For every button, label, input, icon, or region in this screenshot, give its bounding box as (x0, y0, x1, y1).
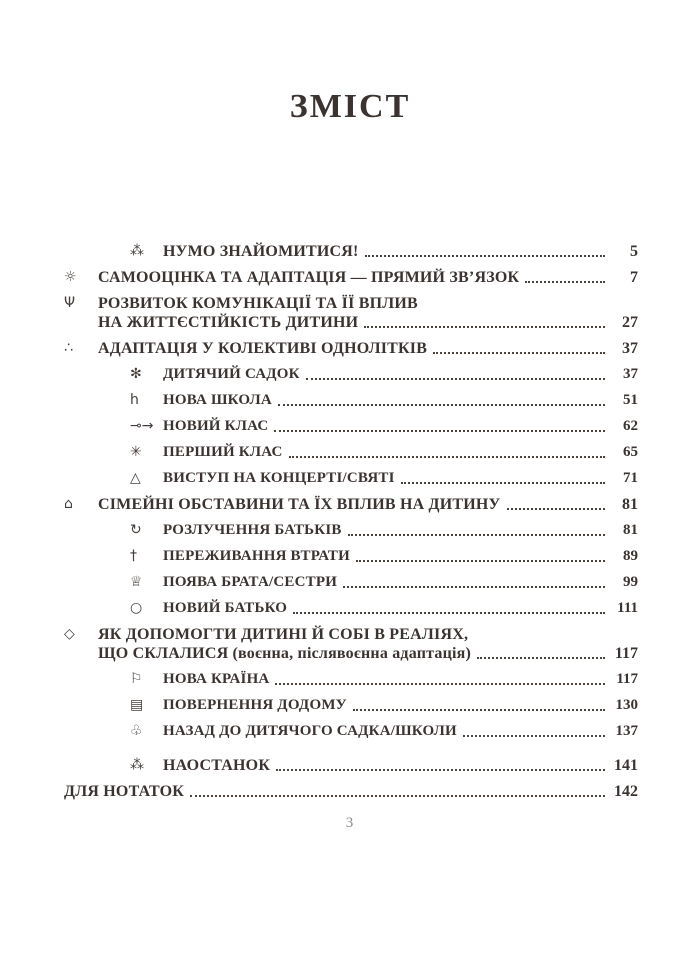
toc-entry (64, 294, 638, 332)
dot-leader (278, 404, 605, 406)
flag-icon: ⚐ (130, 671, 143, 687)
toc-entry (64, 495, 638, 514)
toc-entry-label: НОВИЙ КЛАС (163, 418, 269, 434)
toc-entry-label: ПЕРЕЖИВАННЯ ВТРАТИ (163, 548, 350, 564)
toc-entry (130, 573, 638, 592)
toc-entry-page-number: 71 (623, 470, 638, 486)
broken-ring-icon: ↻ (130, 522, 142, 538)
toc-entry-label: ПОЯВА БРАТА/СЕСТРИ (163, 574, 338, 590)
leaf-icon: ♧ (130, 723, 143, 739)
toc-entry-label: ДИТЯЧИЙ САДОК (163, 366, 300, 382)
toc-entry (130, 521, 638, 540)
dot-leader (289, 456, 605, 458)
toc-entry-label: ЩО СКЛАЛИСЯ (воєнна, післявоєнна адаптація) (98, 645, 472, 662)
entry-text-block (163, 391, 638, 410)
toc-entry-page-number: 62 (623, 418, 638, 434)
toc-entry-page-number: 117 (614, 645, 638, 662)
toc-entry-page-number: 81 (622, 496, 638, 513)
dot-leader (507, 508, 605, 510)
toc-entry-label: НАЗАД ДО ДИТЯЧОГО САДКА/ШКОЛИ (163, 723, 457, 739)
sunrise-icon: ☼ (64, 269, 77, 285)
toc-entry-page-number: 37 (622, 340, 638, 357)
dot-leader (276, 769, 605, 771)
entry-text-block (98, 625, 638, 663)
arrow-through-circle-icon: ⊸→ (130, 418, 154, 434)
house-icon: ⌂ (64, 496, 73, 512)
toc-entry (130, 722, 638, 741)
triangle-flag-icon: △ (130, 470, 141, 486)
toc-entry-label: ДЛЯ НОТАТОК (64, 783, 185, 800)
dot-leader (364, 326, 605, 328)
dot-leader (433, 352, 605, 354)
toc-entry (64, 782, 638, 801)
dot-leader (306, 378, 605, 380)
entry-text-block (163, 521, 638, 540)
toc-entry-page-number: 7 (630, 269, 638, 286)
dot-leader (525, 281, 605, 283)
toc-entry-label: ВИСТУП НА КОНЦЕРТІ/СВЯТІ (163, 470, 395, 486)
dot-leader (190, 795, 605, 797)
entry-text-block (163, 365, 638, 384)
toc-entry (64, 625, 638, 663)
toc-entry-page-number: 27 (622, 314, 638, 331)
diamond-kite-icon: ◇ (64, 626, 75, 642)
toc-entry (130, 443, 638, 462)
toc-entry-page-number: 81 (623, 522, 638, 538)
toc-entry-page-number: 141 (614, 757, 638, 774)
toc-entry-label: НА ЖИТТЄСТІЙКІСТЬ ДИТИНИ (98, 314, 359, 331)
dot-leader (353, 709, 605, 711)
entry-text-block (163, 670, 638, 689)
dots-cluster-icon: ∴ (64, 340, 73, 356)
toc-entry-label: СІМЕЙНІ ОБСТАВИНИ ТА ЇХ ВПЛИВ НА ДИТИНУ (98, 496, 501, 513)
dot-leader (293, 612, 605, 614)
entry-text-block (163, 599, 638, 618)
toc-entry-page-number: 89 (623, 548, 638, 564)
toc-entry-label: НУМО ЗНАЙОМИТИСЯ! (163, 243, 359, 260)
ring-icon: ○ (130, 600, 143, 616)
toc-entry (130, 547, 638, 566)
entry-text-block (98, 495, 638, 514)
pinwheel-icon: ✻ (130, 366, 142, 382)
toc-entry-label: ПЕРШИЙ КЛАС (163, 444, 283, 460)
toc-entry-label: НОВА КРАЇНА (163, 671, 270, 687)
toc-entry (130, 391, 638, 410)
toc-entry-page-number: 137 (615, 723, 638, 739)
entry-text-block (163, 443, 638, 462)
toc-entry-page-number: 130 (615, 697, 638, 713)
cross-icon: † (130, 548, 137, 564)
entry-text-block (98, 339, 638, 358)
toc-entry-page-number: 51 (623, 392, 638, 408)
sprout-icon: Ψ (64, 295, 76, 311)
toc-entry-label: ЯК ДОПОМОГТИ ДИТИНІ Й СОБІ В РЕАЛІЯХ, (98, 626, 469, 643)
page-title: ЗМІСТ (289, 88, 411, 125)
dot-leader (348, 534, 605, 536)
toc-entry-label: АДАПТАЦІЯ У КОЛЕКТИВІ ОДНОЛІТКІВ (98, 340, 428, 357)
toc-entry (130, 242, 638, 261)
entry-text-block (163, 696, 638, 715)
footprints-icon: ⁂ (130, 243, 144, 259)
entry-text-block (64, 782, 638, 801)
toc-entry-page-number: 5 (630, 243, 638, 260)
toc-entry-page-number: 99 (623, 574, 638, 590)
dot-leader (365, 255, 605, 257)
toc-entry-page-number: 37 (623, 366, 638, 382)
toc-entry (130, 599, 638, 618)
dot-leader (274, 430, 605, 432)
toc-entry-label: НОВИЙ БАТЬКО (163, 600, 288, 616)
dot-leader (343, 586, 605, 588)
toc-entry (64, 339, 638, 358)
toc-entry (130, 756, 638, 775)
entry-text-block (163, 242, 638, 261)
toc-entry (64, 268, 638, 287)
toc-entry-label: РОЗВИТОК КОМУНІКАЦІЇ ТА ЇЇ ВПЛИВ (98, 295, 418, 312)
footer-page-number: 3 (345, 815, 355, 831)
footprints-icon: ⁂ (130, 757, 144, 773)
sparkle-icon: ✳ (130, 444, 142, 460)
entry-text-block (98, 268, 638, 287)
table-of-contents (64, 242, 638, 801)
toc-entry-label: НОВА ШКОЛА (163, 392, 272, 408)
toc-entry-label: НАОСТАНОК (163, 757, 271, 774)
dot-leader (463, 735, 605, 737)
toc-entry-label: ПОВЕРНЕННЯ ДОДОМУ (163, 697, 347, 713)
dot-leader (477, 657, 605, 659)
entry-text-block (163, 756, 638, 775)
crown-icon: ♕ (130, 574, 143, 590)
dot-leader (356, 560, 605, 562)
toc-entry (130, 365, 638, 384)
dot-leader (401, 482, 605, 484)
toc-entry (130, 417, 638, 436)
dot-leader (275, 683, 605, 685)
toc-entry-page-number: 142 (614, 783, 638, 800)
toc-entry-label: РОЗЛУЧЕННЯ БАТЬКІВ (163, 522, 342, 538)
entry-text-block (163, 722, 638, 741)
toc-entry-label: САМООЦІНКА ТА АДАПТАЦІЯ — ПРЯМИЙ ЗВ’ЯЗОК (98, 269, 520, 286)
entry-text-block (98, 294, 638, 332)
suitcase-icon: ▤ (130, 697, 144, 713)
toc-entry-page-number: 117 (616, 671, 638, 687)
toc-entry-page-number: 65 (623, 444, 638, 460)
toc-entry (130, 670, 638, 689)
entry-text-block (163, 469, 638, 488)
toc-entry (130, 696, 638, 715)
toc-entry-page-number: 111 (617, 600, 638, 616)
chair-icon: h (130, 392, 139, 408)
entry-text-block (163, 573, 638, 592)
entry-text-block (163, 417, 638, 436)
toc-entry (130, 469, 638, 488)
entry-text-block (163, 547, 638, 566)
